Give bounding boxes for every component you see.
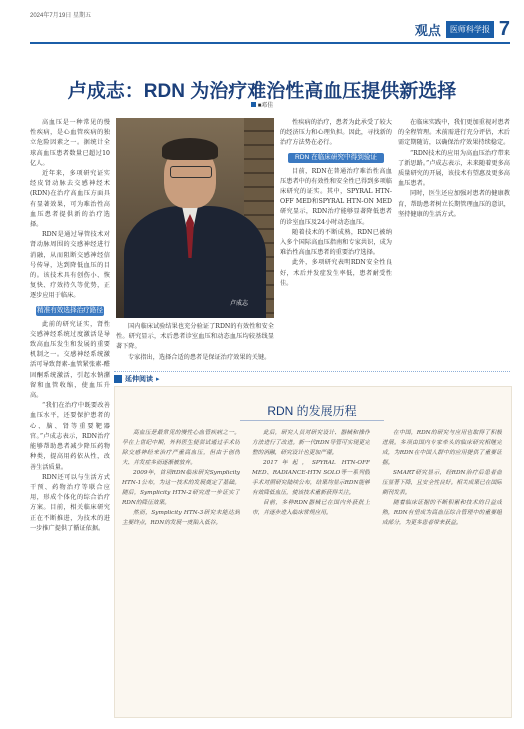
extended-reading-text: 延伸阅读 [125, 376, 153, 383]
sidebar-title-rule [240, 420, 384, 421]
paragraph: “RDN技术的应用为高血压治疗带来了新思路。”卢成志表示，未来随着更多高质量研究的开展，该技术有望惠及更多高血压患者。 [398, 149, 510, 188]
paragraph: 国内临床试验结果也充分验证了RDN的有效性和安全性。研究显示，术后患者诊室血压和动态血压均较基线显著下降。 [116, 323, 274, 351]
paragraph: 2009年，首项RDN临床研究Symplicity HTN-1公布，为这一技术的发展奠定了基础。随后，Symplicity HTN-2研究进一步证实了RDN的降压效果。 [122, 470, 240, 506]
sidebar-column-2 [252, 428, 370, 710]
paragraph: SMART研究显示，经RDN治疗后患者血压显著下降，且安全性良好。相关成果已在国际期刊发表。 [382, 470, 502, 496]
portrait-photo [116, 118, 274, 318]
paragraph: 2017年起，SPYRAL HTN-OFF MED、RADIANCE-HTN SOLO等一系列假手术对照研究陆续公布，结果均显示RDN能够有效降低血压，使该技术重新获得关注。 [252, 460, 370, 496]
extended-reading-label [114, 374, 160, 384]
sidebar-column-3 [382, 428, 502, 710]
subheading: RDN 在临床研究中得到验证 [288, 153, 384, 163]
square-icon [114, 375, 122, 383]
byline [0, 100, 524, 109]
paragraph: 性疾病的治疗，患者为此承受了较大的经济压力和心理负担。因此，寻找新的治疗方法势在必行。 [280, 119, 392, 147]
paragraph: 此外，多项研究表明RDN安全性良好，术后并发症发生率低，患者耐受性佳。 [280, 259, 392, 287]
paragraph: 随着技术的不断成熟，RDN已被纳入多个国际高血压指南和专家共识，成为难治性高血压患者的重要治疗选择。 [280, 228, 392, 257]
page-number: 7 [498, 18, 510, 40]
article-column-4 [398, 118, 510, 366]
newspaper-brand: 医师科学报 [446, 21, 494, 38]
sidebar-title: RDN 的发展历程 [267, 404, 357, 418]
photo-caption: 卢成志 [230, 301, 249, 307]
hair [162, 138, 218, 160]
article-column-1 [30, 118, 110, 728]
header-rule [30, 42, 510, 44]
paragraph: 高血压是一种常见的慢性疾病，是心血管疾病的独立危险因素之一。据统计全球高血压患者数量已超过10亿人。 [30, 119, 110, 167]
chevron-right-icon: ▸ [156, 375, 160, 383]
subheading: 精准有效选择治疗路径 [37, 306, 103, 314]
paragraph: RDN是通过导管技术对肾动脉周围的交感神经进行消融，从而阻断交感神经信号传导，达到降低血压的目的。该技术具有创伤小、恢复快、疗效持久等优势，正逐步应用于临床。 [30, 231, 110, 300]
paragraph: 然而，Symplicity HTN-3研究未能达到主要终点，RDN的发展一度陷入低谷。 [122, 510, 240, 526]
author: ■邓佳 [257, 103, 274, 109]
article-column-2 [116, 322, 274, 366]
section-divider [114, 371, 510, 372]
paragraph: 在临床实践中，我们更加重视对患者的全程管理。术前需进行充分评估，术后需定期随访，以确保治疗效果持续稳定。 [398, 119, 510, 147]
page-header [415, 18, 510, 41]
paragraph: “我们在治疗中既要改善血压水平，还要保护患者的心、脑、肾等重要靶器官。”卢成志表示，RDN治疗能够帮助患者减少降压药物种类，提高用药依从性，改善生活质量。 [30, 402, 110, 471]
sidebar-column-1 [122, 428, 240, 710]
paragraph: 此后，研究人员对研究设计、器械和操作方法进行了改进。新一代RDN导管可实现更完整的消融，研究设计也更加严谨。 [252, 430, 370, 456]
paragraph: 近年来，多项研究证实经皮肾动脉去交感神经术(RDN)在治疗高血压方面具有显著效果，可为难治性高血压患者提供新的治疗选择。 [30, 170, 110, 229]
paragraph: 在中国，RDN的研究与应用也取得了积极进展。多项由国内专家牵头的临床研究相继完成，为RDN在中国人群中的应用提供了重要证据。 [382, 430, 502, 466]
paragraph: 此前的研究证实，肾性交感神经系统过度激活是导致高血压发生和发展的重要机制之一。交感神经系统激活可导致肾素-血管紧张素-醛固酮系统激活，引起水钠潴留和血管收缩，使血压升高。 [30, 320, 110, 400]
section-label: 观点 [414, 23, 441, 38]
date-line: 2024年7月19日 星期五 [30, 13, 92, 19]
article-title: 卢成志：RDN 为治疗难治性高血压提供新选择 [67, 81, 457, 102]
paragraph: 随着临床证据的不断积累和技术的日益成熟，RDN有望成为高血压综合管理中的重要组成部分，为更多患者带来获益。 [382, 500, 502, 526]
paragraph: RDN还可以与生活方式干预、药物治疗等联合应用，形成个体化的综合治疗方案。目前，相关临床研究正在不断推进，为技术的进一步推广提供了循证依据。 [30, 473, 110, 532]
glasses [170, 166, 212, 178]
paragraph: 专家指出，选择合适的患者是保证治疗效果的关键。 [128, 353, 271, 361]
paragraph: 高血压是最常见的慢性心血管疾病之一。早在上世纪中期，外科医生便尝试通过手术切除交感神经来治疗严重高血压，但由于创伤大、并发症多而逐渐被放弃。 [122, 430, 240, 466]
byline-mark-icon [251, 102, 256, 107]
article-column-3 [280, 118, 392, 366]
paragraph: 目前，RDN在普通治疗难治性高血压患者中的有效性和安全性已得到多项临床研究的证实。其中，SPYRAL HTN-OFF MED和SPYRAL HTN-ON MED研究显示，RDN治疗能够显著降低患者的诊室血压及24小时动态血压。 [280, 167, 392, 226]
paragraph: 同时，医生还应加强对患者的健康教育，帮助患者树立长期管理血压的意识，坚持健康的生活方式。 [398, 190, 510, 218]
paragraph: 目前，多种RDN器械已在国内外获批上市，并逐步进入临床常规应用。 [252, 500, 370, 516]
